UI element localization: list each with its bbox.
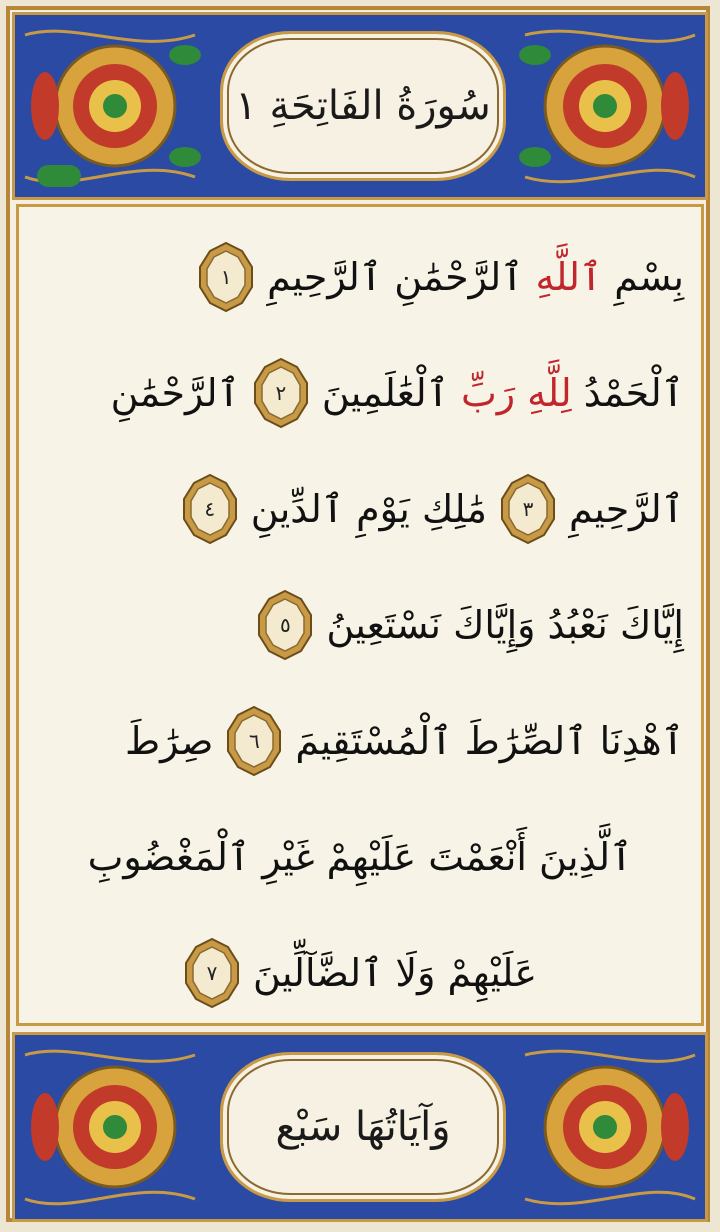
ayah-count-text: وَآيَاتُهَا سَبْع <box>275 1104 451 1150</box>
ayah-text: بِسْمِ <box>614 255 684 299</box>
ayah-line <box>36 222 684 332</box>
ayah-text: صِرَٰطَ <box>124 719 214 763</box>
ayah-text: ٱلرَّحْمَٰنِ ٱلرَّحِيمِ <box>267 255 524 299</box>
octagonal-rosette-icon <box>499 473 557 545</box>
ayah-number: ١ <box>220 265 232 289</box>
footer-band <box>12 1032 708 1222</box>
octagonal-rosette-icon <box>256 589 314 661</box>
ayah-line <box>36 802 684 912</box>
octagonal-rosette-icon <box>183 937 241 1009</box>
ayah-line <box>36 918 684 1028</box>
ayah-number: ٣ <box>522 497 534 521</box>
ayah-text: ٱلرَّحِيمِ <box>568 487 684 531</box>
ayah-number: ٦ <box>248 729 260 753</box>
ayah-number: ٧ <box>206 961 218 985</box>
ayah-number: ٥ <box>279 613 291 637</box>
ayah-text: عَلَيْهِمْ وَلَا ٱلضَّآلِّينَ <box>252 951 538 995</box>
octagonal-rosette-icon <box>252 357 310 429</box>
ayah-line <box>36 570 684 680</box>
divine-name-text: لِلَّهِ رَبِّ <box>460 371 572 415</box>
divine-name-text: ٱللَّهِ <box>535 255 603 299</box>
ayah-text: ٱهْدِنَا ٱلصِّرَٰطَ ٱلْمُسْتَقِيمَ <box>295 719 684 763</box>
watermark-logo-icon <box>37 165 81 187</box>
octagonal-rosette-icon <box>197 241 255 313</box>
ayah-number: ٤ <box>204 497 216 521</box>
ayah-text: مَٰلِكِ يَوْمِ ٱلدِّينِ <box>250 487 487 531</box>
ayah-text: إِيَّاكَ نَعْبُدُ وَإِيَّاكَ نَسْتَعِينُ <box>326 603 684 647</box>
ayah-line <box>36 454 684 564</box>
ayah-line <box>36 686 684 796</box>
ayah-line <box>36 338 684 448</box>
octagonal-rosette-icon <box>181 473 239 545</box>
ayah-number: ٢ <box>275 381 287 405</box>
ayah-text: ٱلرَّحْمَٰنِ <box>110 371 240 415</box>
header-band <box>12 12 708 200</box>
surah-title-cartouche <box>220 31 506 181</box>
octagonal-rosette-icon <box>225 705 283 777</box>
ayah-count-cartouche <box>220 1052 506 1202</box>
surah-title: سُورَةُ الفَاتِحَةِ ١ <box>235 83 491 129</box>
ayah-text: ٱلَّذِينَ أَنْعَمْتَ عَلَيْهِمْ غَيْرِ ٱلْمَغْضُوبِ <box>87 835 633 879</box>
ayah-text: ٱلْعَٰلَمِينَ <box>321 371 449 415</box>
ayah-text: ٱلْحَمْدُ <box>583 371 684 415</box>
